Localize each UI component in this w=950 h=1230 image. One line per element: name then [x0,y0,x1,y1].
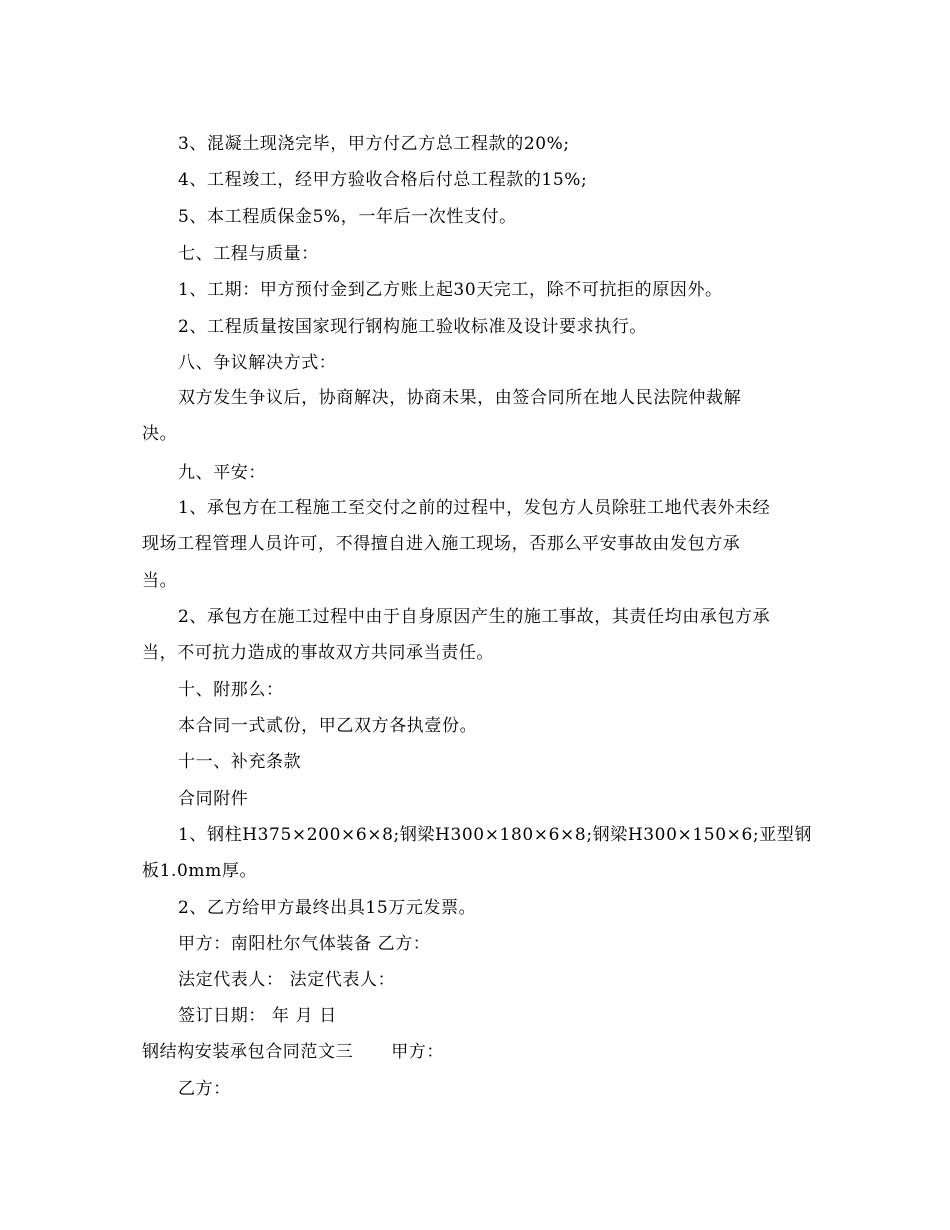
text-line: 现场工程管理人员许可，不得擅自进入施工现场，否那么平安事故由发包方承 [142,534,741,554]
text-line: 1、承包方在工程施工至交付之前的过程中，发包方人员除驻工地代表外未经 [178,498,771,518]
text-line: 板1.0mm厚。 [142,861,258,881]
text-line: 双方发生争议后，协商解决，协商未果，由签合同所在地人民法院仲裁解 [178,388,742,408]
section-heading: 十一、补充条款 [178,752,302,772]
text-line: 2、工程质量按国家现行钢构施工验收标准及设计要求执行。 [178,317,648,337]
text-line: 2、乙方给甲方最终出具15万元发票。 [178,898,477,918]
text-line: 2、承包方在施工过程中由于自身原因产生的施工事故，其责任均由承包方承 [178,607,771,627]
text-line: 当。 [142,571,178,591]
text-line: 1、钢柱H375×200×6×8;钢梁H300×180×6×8;钢梁H300×150×6;亚型钢 [178,825,812,845]
section-heading: 八、争议解决方式： [178,353,337,373]
text-line: 决。 [142,424,178,444]
text-line: 合同附件 [178,789,249,809]
text-line: 4、工程竣工，经甲方验收合格后付总工程款的15%; [178,170,588,190]
signature-line: 甲方：南阳杜尔气体装备 乙方： [178,934,431,954]
party-b-label: 乙方： [178,1079,231,1099]
text-line: 1、工期：甲方预付金到乙方账上起30天完工，除不可抗拒的原因外。 [178,280,723,300]
section-heading: 九、平安： [178,463,266,483]
section-heading: 七、工程与质量： [178,244,319,264]
text-line: 当，不可抗力造成的事故双方共同承当责任。 [142,643,494,663]
section-heading: 十、附那么： [178,680,284,700]
text-line: 5、本工程质保金5%，一年后一次性支付。 [178,207,517,227]
party-a-label: 甲方： [391,1042,445,1062]
signature-line: 签订日期： 年 月 日 [178,1006,337,1026]
text-line: 本合同一式贰份，甲乙双方各执壹份。 [178,716,478,736]
text-line: 3、混凝土现浇完毕，甲方付乙方总工程款的20%; [178,134,570,154]
signature-line: 法定代表人： 法定代表人： [178,970,396,990]
next-contract-heading [142,1041,822,1063]
contract-title: 钢结构安装承包合同范文三 [142,1042,354,1062]
